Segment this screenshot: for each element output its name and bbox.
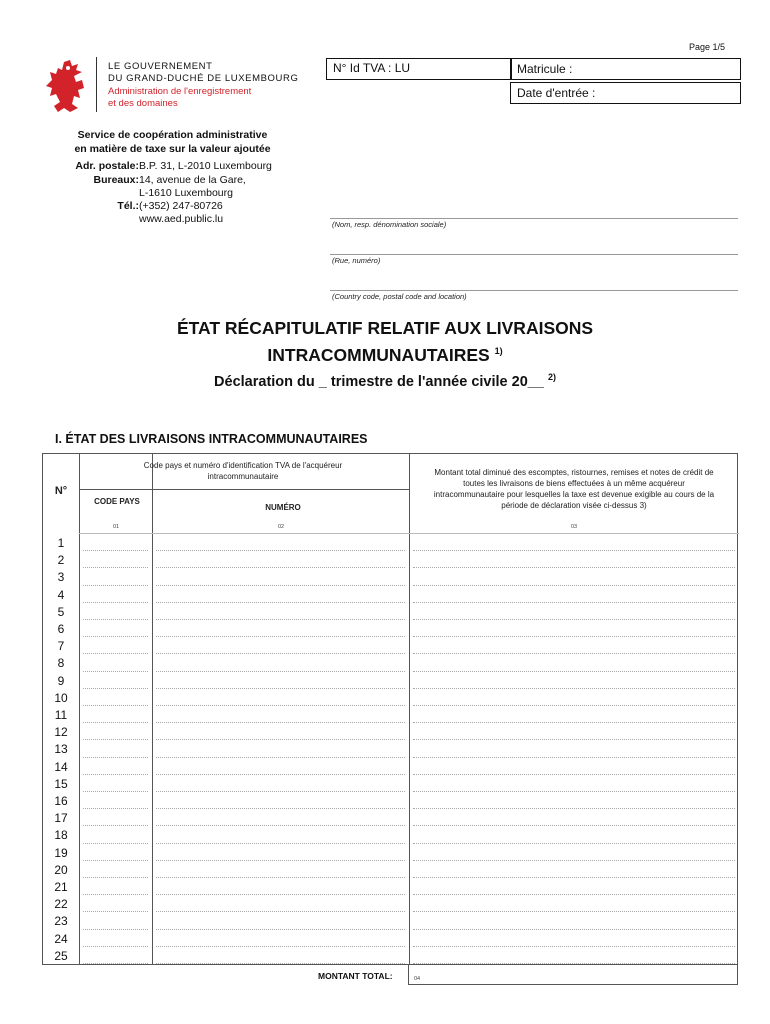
row-number: 4 [57,587,65,602]
row-number: 7 [57,639,65,654]
code-pays-cell[interactable] [83,791,148,792]
row-number: 16 [54,794,68,808]
matricule-field[interactable]: Matricule : [510,58,741,80]
montant-cell[interactable] [413,774,735,775]
numero-cell[interactable] [156,808,405,809]
numero-cell[interactable] [156,705,405,706]
numero-cell[interactable] [156,929,405,930]
code-pays-cell[interactable] [83,671,148,672]
numero-cell[interactable] [156,653,405,654]
logo-divider [96,57,97,112]
gov-line-1: LE GOUVERNEMENT [108,61,213,72]
numero-cell[interactable] [156,671,405,672]
numero-cell[interactable] [156,619,405,620]
montant-cell[interactable] [413,791,735,792]
row-number: 15 [54,776,68,791]
numero-cell[interactable] [156,877,405,878]
street-hint: (Rue, numéro) [332,256,381,265]
col-sep-1 [79,454,80,964]
name-hint: (Nom, resp. dénomination sociale) [332,220,447,229]
code-pays-cell[interactable] [83,877,148,878]
postal-address-value: B.P. 31, L-2010 Luxembourg [139,160,272,172]
street-input-line[interactable] [330,254,738,255]
montant-cell[interactable] [413,911,735,912]
row-number: 10 [54,690,68,705]
col-header-montant: Montant total diminué des escomptes, ristournes, remises et notes de crédit de toutes les livraisons de biens effectuées à un même acquéreur intracommunautaire pour lesquelles la taxe est devenue exigible au cours de la période de déclaration visée ci-dessus 3) [433,468,715,510]
col-header-code-pays: CODE PAYS [94,497,140,506]
administration-line-1: Administration de l'enregistrement [108,86,252,97]
montant-cell[interactable] [413,671,735,672]
row-number: 25 [54,948,68,963]
administration-line-2: et des domaines [108,98,178,109]
montant-cell[interactable] [413,877,735,878]
row-number: 18 [54,828,68,843]
document-title-line-1: ÉTAT RÉCAPITULATIF RELATIF AUX LIVRAISONS [176,318,594,338]
code-pays-cell[interactable] [83,688,148,689]
montant-cell[interactable] [413,963,735,964]
montant-cell[interactable] [413,860,735,861]
code-pays-cell[interactable] [83,774,148,775]
numero-cell[interactable] [156,963,405,964]
service-title-line-1: Service de coopération administrative [77,129,268,141]
numero-cell[interactable] [156,757,405,758]
row-number: 23 [54,914,68,929]
location-input-line[interactable] [330,290,738,291]
total-label: MONTANT TOTAL: [318,971,393,981]
document-title-line-2 [0,345,770,366]
row-number: 17 [54,811,68,826]
code-pays-cell[interactable] [83,636,148,637]
code-pays-cell[interactable] [83,619,148,620]
montant-cell[interactable] [413,705,735,706]
numero-cell[interactable] [156,567,405,568]
total-amount-field[interactable] [408,965,738,985]
row-number: 11 [54,708,68,722]
col-number-04: 04 [414,976,421,982]
row-number: 19 [54,845,68,860]
code-pays-cell[interactable] [83,825,148,826]
col-group-header: Code pays et numéro d'identification TVA de l'acquéreur intracommunautaire [143,461,343,481]
deliveries-table [42,453,738,965]
declaration-subtitle [0,372,770,390]
montant-cell[interactable] [413,636,735,637]
row-number: 13 [54,742,68,757]
col-header-numero: NUMÉRO [265,503,301,512]
montant-cell[interactable] [413,602,735,603]
code-pays-cell[interactable] [83,739,148,740]
code-pays-cell[interactable] [83,843,148,844]
row-number: 21 [54,880,68,894]
offices-label: Bureaux: [93,174,139,186]
numero-cell[interactable] [156,739,405,740]
numero-cell[interactable] [156,688,405,689]
row-number: 9 [57,673,65,688]
row-number: 12 [54,725,68,740]
row-number: 20 [54,862,68,877]
row-number: 3 [57,570,65,585]
montant-cell[interactable] [413,825,735,826]
numero-cell[interactable] [156,911,405,912]
montant-cell[interactable] [413,739,735,740]
phone-value: (+352) 247-80726 [139,200,223,212]
code-pays-cell[interactable] [83,722,148,723]
numero-cell[interactable] [156,636,405,637]
code-pays-cell[interactable] [83,894,148,895]
location-hint: (Country code, postal code and location) [332,292,467,301]
col-sep-3 [409,454,410,964]
row-number: 6 [57,622,65,636]
row-number: 5 [57,604,65,619]
code-pays-cell[interactable] [83,705,148,706]
numero-cell[interactable] [156,825,405,826]
date-entree-field[interactable]: Date d'entrée : [510,82,741,104]
postal-address-label: Adr. postale: [75,160,139,172]
declaration-subtitle-text: Déclaration du _ trimestre de l'année civile 20__ [214,373,544,390]
service-title-line-2: en matière de taxe sur la valeur ajoutée [74,143,271,155]
red-lion-logo-icon [44,58,90,114]
col-number-01: 01 [113,524,120,530]
numero-cell[interactable] [156,860,405,861]
row-number: 8 [57,656,65,671]
montant-cell[interactable] [413,653,735,654]
page-number: Page 1/5 [688,42,725,52]
numero-cell[interactable] [156,946,405,947]
website-link[interactable]: www.aed.public.lu [139,213,224,225]
row-number: 22 [54,897,68,912]
offices-value-line-1: 14, avenue de la Gare, [139,174,246,186]
code-pays-cell[interactable] [83,946,148,947]
montant-cell[interactable] [413,585,735,586]
montant-cell[interactable] [413,843,735,844]
code-pays-cell[interactable] [83,860,148,861]
footnote-1-ref: 1) [494,346,503,357]
code-pays-cell[interactable] [83,911,148,912]
offices-value-line-2: L-1610 Luxembourg [139,187,233,199]
montant-cell[interactable] [413,567,735,568]
row-number: 2 [57,553,65,568]
section-title: I. ÉTAT DES LIVRAISONS INTRACOMMUNAUTAIRES [55,432,368,446]
montant-cell[interactable] [413,808,735,809]
numero-cell[interactable] [156,722,405,723]
numero-cell[interactable] [156,774,405,775]
name-input-line[interactable] [330,218,738,219]
montant-cell[interactable] [413,929,735,930]
numero-cell[interactable] [156,843,405,844]
montant-cell[interactable] [413,894,735,895]
numero-cell[interactable] [156,894,405,895]
row-number: 24 [54,931,68,946]
numero-cell[interactable] [156,602,405,603]
code-pays-cell[interactable] [83,567,148,568]
montant-cell[interactable] [413,550,735,551]
montant-cell[interactable] [413,757,735,758]
montant-cell[interactable] [413,619,735,620]
document-title-line-2-text: INTRACOMMUNAUTAIRES [267,345,490,365]
code-pays-cell[interactable] [83,929,148,930]
montant-cell[interactable] [413,722,735,723]
col-number-02: 02 [278,524,285,530]
code-pays-cell[interactable] [83,963,148,964]
row-number: 1 [57,536,65,550]
montant-cell[interactable] [413,688,735,689]
row-number: 14 [54,759,68,774]
numero-cell[interactable] [156,550,405,551]
col-number-03: 03 [571,524,578,530]
code-pays-cell[interactable] [83,550,148,551]
numero-cell[interactable] [156,791,405,792]
code-pays-cell[interactable] [83,602,148,603]
code-pays-cell[interactable] [83,808,148,809]
group-header-rule [79,489,409,490]
code-pays-cell[interactable] [83,653,148,654]
code-pays-cell[interactable] [83,585,148,586]
phone-label: Tél.: [117,200,139,212]
col-sep-2 [152,454,153,964]
gov-line-2: DU GRAND-DUCHÉ DE LUXEMBOURG [108,73,299,84]
header-bottom-rule [79,533,739,534]
col-header-no: N° [54,485,68,497]
numero-cell[interactable] [156,585,405,586]
footnote-2-ref: 2) [547,372,556,382]
code-pays-cell[interactable] [83,757,148,758]
montant-cell[interactable] [413,946,735,947]
id-tva-field[interactable]: N° Id TVA : LU [326,58,512,80]
